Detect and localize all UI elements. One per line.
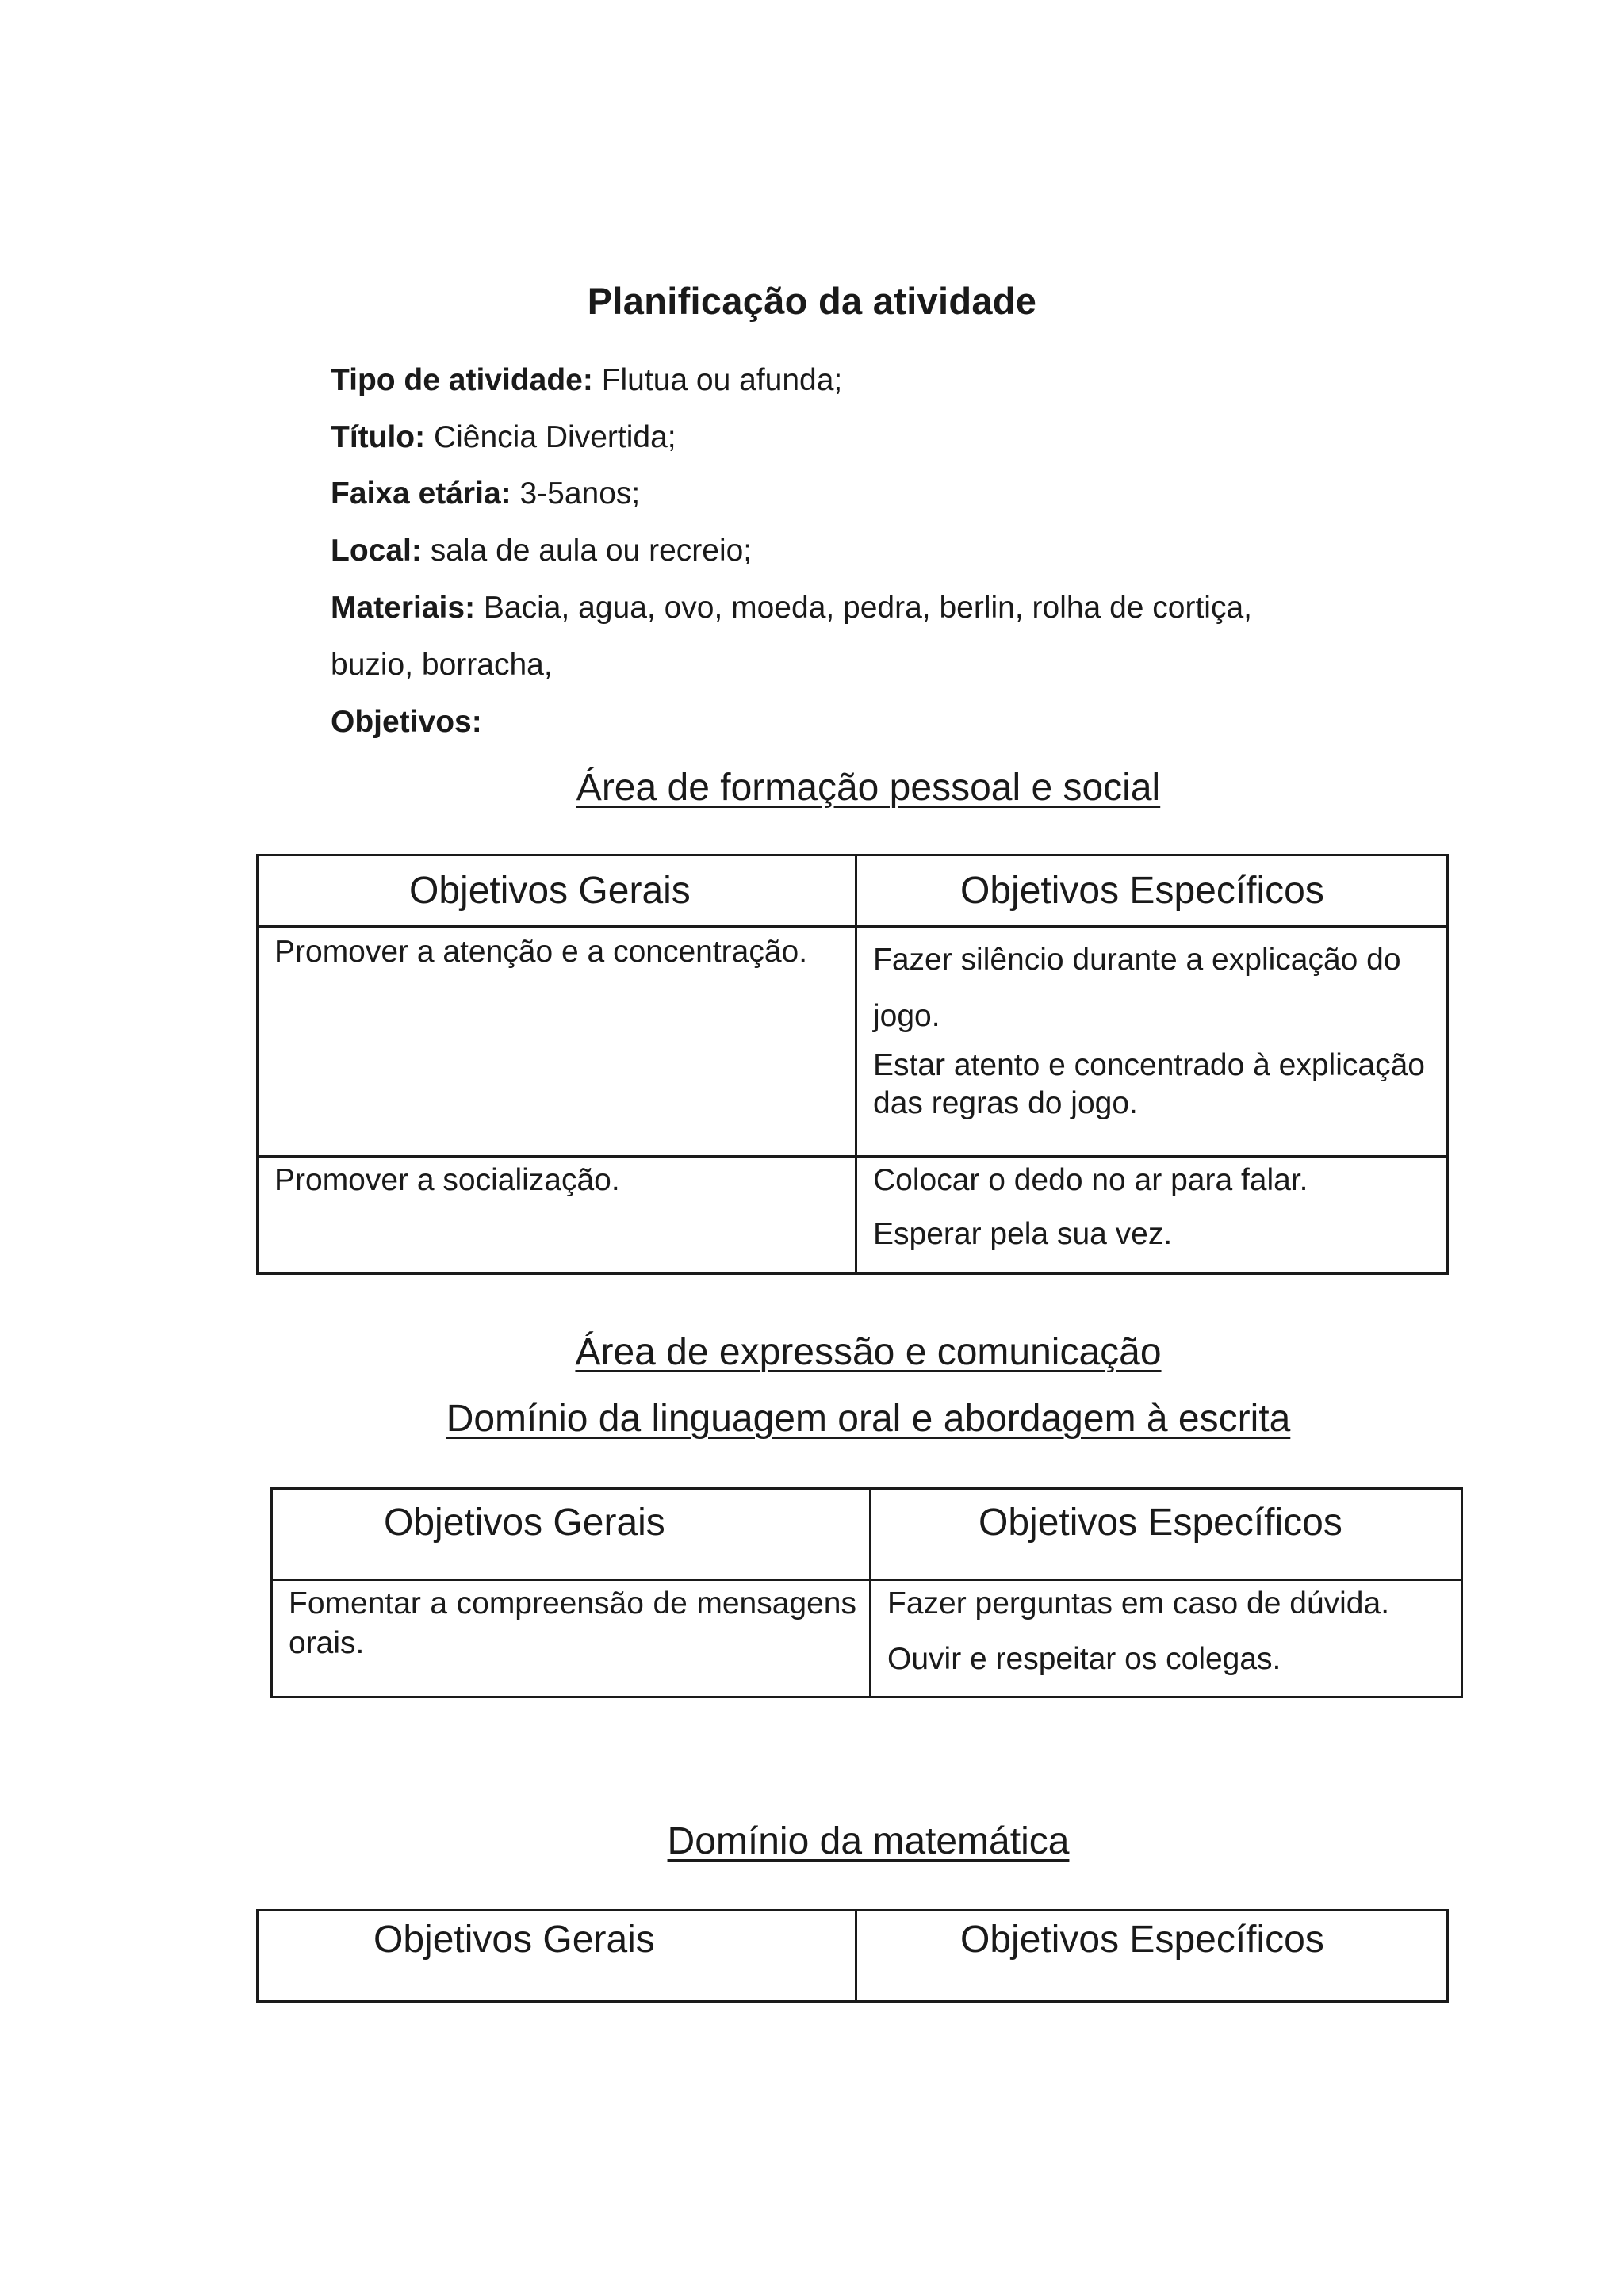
table-header-cell: Objetivos Gerais [272,1489,871,1580]
objectives-table-mathematics [256,1909,1449,2003]
table-header-cell: Objetivos Específicos [871,1489,1462,1580]
general-objective-cell: Fomentar a compreensão de mensagens orais. [272,1580,871,1697]
info-materials-continued [331,648,553,683]
table-header-cell: Objetivos Gerais [258,855,856,927]
table-row [258,927,1448,1157]
section-heading-personal-social: Área de formação pessoal e social [576,767,1161,809]
info-activity-type [331,363,842,398]
objectives-table-personal-social [256,854,1449,1275]
specific-objective-cell: Fazer silêncio durante a explicação do jogo. Estar atento e concentrado à explicação das regras do jogo. [856,927,1448,1157]
objectives-table-oral-language [270,1487,1463,1698]
info-label: Objetivos: [331,705,482,739]
info-value: Bacia, agua, ovo, moeda, pedra, berlin, rolha de cortiça, [483,591,1252,625]
info-value: Ciência Divertida; [433,420,676,454]
info-materials [331,591,1252,626]
table-header-cell: Objetivos Específicos [856,1911,1448,2002]
table-header-row [272,1489,1462,1580]
info-label: Tipo de atividade: [331,363,593,397]
specific-objective-cell: Colocar o dedo no ar para falar. Esperar pela sua vez. [856,1157,1448,1274]
info-label: Título: [331,420,426,454]
info-label: Faixa etária: [331,476,511,511]
general-objective-cell: Promover a socialização. [258,1157,856,1274]
info-value: buzio, borracha, [331,648,553,682]
info-value: sala de aula ou recreio; [430,534,753,568]
info-value: 3-5anos; [519,476,641,511]
table-header-row [258,1911,1448,2002]
section-heading-expression-communication: Área de expressão e comunicação [575,1331,1162,1373]
info-age-range [331,476,640,511]
page-title: Planificação da atividade [587,280,1037,322]
table-header-cell: Objetivos Específicos [856,855,1448,927]
info-objectives [331,705,482,740]
section-subheading-oral-language: Domínio da linguagem oral e abordagem à escrita [446,1398,1291,1440]
section-heading-mathematics: Domínio da matemática [667,1820,1070,1862]
table-row [258,1157,1448,1274]
general-objective-cell: Promover a atenção e a concentração. [258,927,856,1157]
info-label: Materiais: [331,591,476,625]
info-label: Local: [331,534,422,568]
info-value: Flutua ou afunda; [601,363,843,397]
info-title [331,420,676,455]
table-header-row [258,855,1448,927]
table-row [272,1580,1462,1697]
table-header-cell: Objetivos Gerais [258,1911,856,2002]
info-location [331,534,752,568]
specific-objective-cell: Fazer perguntas em caso de dúvida. Ouvir e respeitar os colegas. [871,1580,1462,1697]
